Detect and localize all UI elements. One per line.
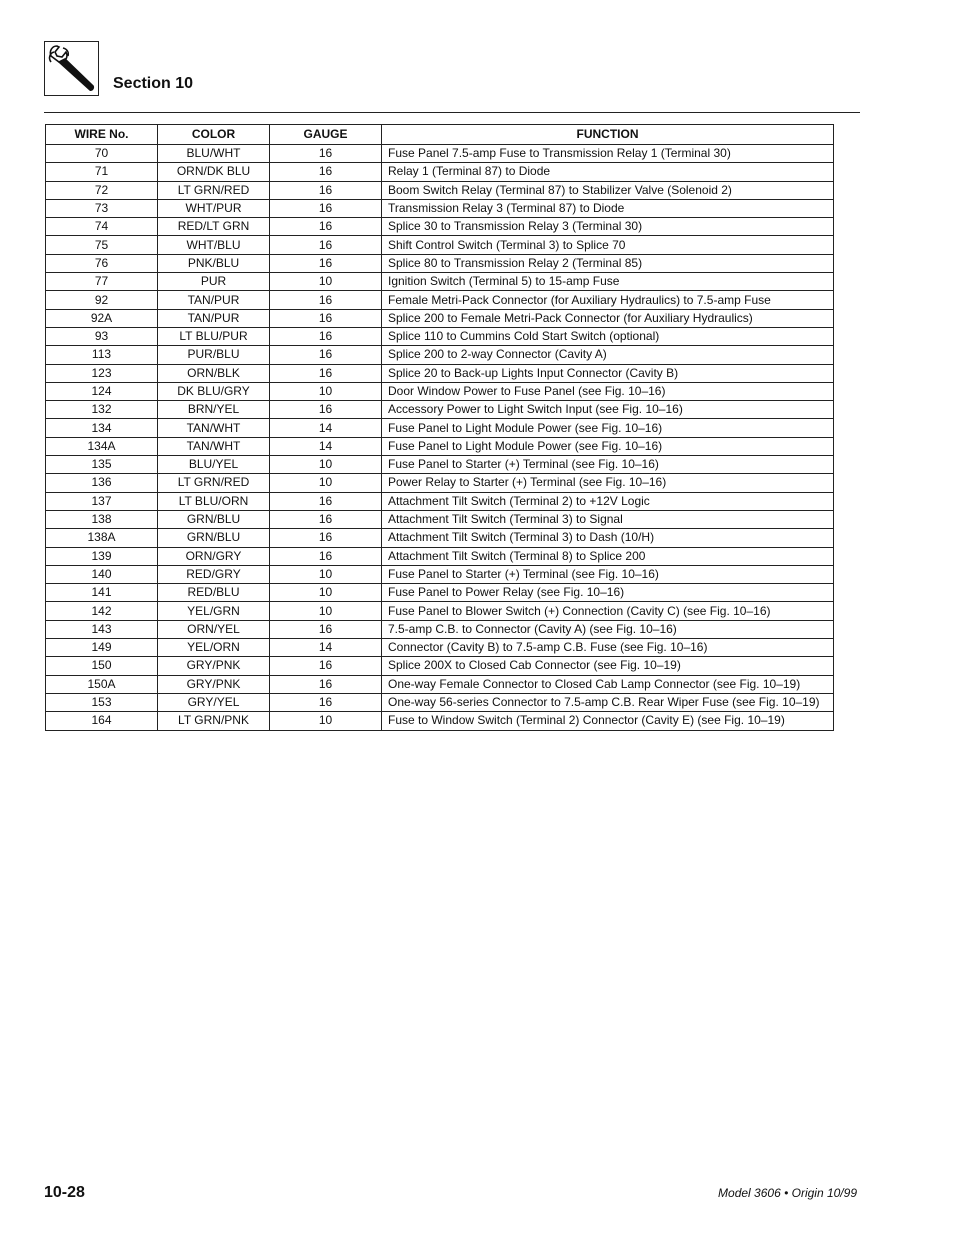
table-row — [46, 474, 834, 492]
color-cell: GRN/BLU — [158, 529, 270, 547]
gauge-cell: 16 — [270, 510, 382, 528]
function-cell: Shift Control Switch (Terminal 3) to Splice 70 — [382, 236, 834, 254]
gauge-cell: 10 — [270, 456, 382, 474]
function-cell: Fuse Panel to Starter (+) Terminal (see Fig. 10–16) — [382, 456, 834, 474]
color-cell: WHT/BLU — [158, 236, 270, 254]
gauge-cell: 10 — [270, 565, 382, 583]
function-cell: Fuse Panel to Starter (+) Terminal (see Fig. 10–16) — [382, 565, 834, 583]
wire-no-cell: 153 — [46, 693, 158, 711]
color-cell: DK BLU/GRY — [158, 382, 270, 400]
table-row — [46, 602, 834, 620]
function-cell: 7.5-amp C.B. to Connector (Cavity A) (see Fig. 10–16) — [382, 620, 834, 638]
wire-no-cell: 134 — [46, 419, 158, 437]
color-cell: BLU/WHT — [158, 145, 270, 163]
table-row — [46, 419, 834, 437]
color-cell: GRN/BLU — [158, 510, 270, 528]
color-cell: LT BLU/PUR — [158, 327, 270, 345]
wire-no-cell: 113 — [46, 346, 158, 364]
gauge-cell: 16 — [270, 693, 382, 711]
color-cell: WHT/PUR — [158, 199, 270, 217]
color-cell: ORN/YEL — [158, 620, 270, 638]
wire-no-cell: 74 — [46, 218, 158, 236]
gauge-cell: 14 — [270, 419, 382, 437]
color-cell: GRY/PNK — [158, 657, 270, 675]
color-cell: LT BLU/ORN — [158, 492, 270, 510]
table-row — [46, 181, 834, 199]
table-row — [46, 712, 834, 730]
gauge-cell: 16 — [270, 309, 382, 327]
footer-model-info: Model 3606 • Origin 10/99 — [718, 1186, 857, 1200]
gauge-cell: 14 — [270, 437, 382, 455]
color-cell: LT GRN/RED — [158, 181, 270, 199]
color-cell: PUR/BLU — [158, 346, 270, 364]
color-cell: GRY/PNK — [158, 675, 270, 693]
table-row — [46, 199, 834, 217]
color-cell: PNK/BLU — [158, 254, 270, 272]
function-cell: Splice 110 to Cummins Cold Start Switch (optional) — [382, 327, 834, 345]
wire-no-cell: 141 — [46, 584, 158, 602]
color-cell: TAN/WHT — [158, 437, 270, 455]
function-cell: Attachment Tilt Switch (Terminal 2) to +12V Logic — [382, 492, 834, 510]
table-row — [46, 584, 834, 602]
color-cell: YEL/ORN — [158, 639, 270, 657]
color-cell: RED/GRY — [158, 565, 270, 583]
gauge-cell: 16 — [270, 401, 382, 419]
table-row — [46, 565, 834, 583]
table-row — [46, 364, 834, 382]
function-cell: Splice 80 to Transmission Relay 2 (Terminal 85) — [382, 254, 834, 272]
table-row — [46, 492, 834, 510]
table-row — [46, 693, 834, 711]
column-header-color: COLOR — [158, 125, 270, 145]
wire-no-cell: 139 — [46, 547, 158, 565]
table-row — [46, 327, 834, 345]
wire-no-cell: 137 — [46, 492, 158, 510]
color-cell: BLU/YEL — [158, 456, 270, 474]
function-cell: Attachment Tilt Switch (Terminal 3) to Dash (10/H) — [382, 529, 834, 547]
gauge-cell: 16 — [270, 218, 382, 236]
table-row — [46, 657, 834, 675]
function-cell: Connector (Cavity B) to 7.5-amp C.B. Fuse (see Fig. 10–16) — [382, 639, 834, 657]
function-cell: Power Relay to Starter (+) Terminal (see Fig. 10–16) — [382, 474, 834, 492]
wire-no-cell: 77 — [46, 273, 158, 291]
wire-no-cell: 164 — [46, 712, 158, 730]
wire-no-cell: 134A — [46, 437, 158, 455]
wire-no-cell: 124 — [46, 382, 158, 400]
gauge-cell: 10 — [270, 474, 382, 492]
color-cell: ORN/GRY — [158, 547, 270, 565]
wire-no-cell: 92A — [46, 309, 158, 327]
gauge-cell: 16 — [270, 364, 382, 382]
function-cell: Fuse to Window Switch (Terminal 2) Connector (Cavity E) (see Fig. 10–19) — [382, 712, 834, 730]
section-title: Section 10 — [113, 75, 194, 92]
function-cell: Splice 200 to 2-way Connector (Cavity A) — [382, 346, 834, 364]
wire-no-cell: 138 — [46, 510, 158, 528]
function-cell: Fuse Panel to Power Relay (see Fig. 10–16) — [382, 584, 834, 602]
function-cell: Splice 30 to Transmission Relay 3 (Terminal 30) — [382, 218, 834, 236]
gauge-cell: 16 — [270, 254, 382, 272]
gauge-cell: 16 — [270, 346, 382, 364]
gauge-cell: 16 — [270, 291, 382, 309]
function-cell: Fuse Panel to Light Module Power (see Fig. 10–16) — [382, 437, 834, 455]
gauge-cell: 16 — [270, 675, 382, 693]
function-cell: Female Metri-Pack Connector (for Auxiliary Hydraulics) to 7.5-amp Fuse — [382, 291, 834, 309]
color-cell: TAN/PUR — [158, 309, 270, 327]
color-cell: GRY/YEL — [158, 693, 270, 711]
function-cell: Splice 200 to Female Metri-Pack Connector (for Auxiliary Hydraulics) — [382, 309, 834, 327]
table-row — [46, 163, 834, 181]
gauge-cell: 10 — [270, 273, 382, 291]
gauge-cell: 16 — [270, 547, 382, 565]
gauge-cell: 16 — [270, 620, 382, 638]
wire-no-cell: 76 — [46, 254, 158, 272]
color-cell: TAN/PUR — [158, 291, 270, 309]
color-cell: YEL/GRN — [158, 602, 270, 620]
gauge-cell: 10 — [270, 712, 382, 730]
wire-no-cell: 140 — [46, 565, 158, 583]
wire-no-cell: 142 — [46, 602, 158, 620]
gauge-cell: 16 — [270, 327, 382, 345]
color-cell: PUR — [158, 273, 270, 291]
table-row — [46, 309, 834, 327]
gauge-cell: 10 — [270, 602, 382, 620]
color-cell: LT GRN/RED — [158, 474, 270, 492]
table-row — [46, 145, 834, 163]
gauge-cell: 16 — [270, 236, 382, 254]
function-cell: Door Window Power to Fuse Panel (see Fig. 10–16) — [382, 382, 834, 400]
wire-no-cell: 123 — [46, 364, 158, 382]
page-number: 10-28 — [44, 1184, 85, 1201]
section-logo — [44, 41, 99, 96]
gauge-cell: 16 — [270, 163, 382, 181]
wire-no-cell: 70 — [46, 145, 158, 163]
table-body — [46, 145, 834, 731]
gauge-cell: 16 — [270, 492, 382, 510]
table-row — [46, 437, 834, 455]
function-cell: Accessory Power to Light Switch Input (see Fig. 10–16) — [382, 401, 834, 419]
gauge-cell: 14 — [270, 639, 382, 657]
wire-no-cell: 136 — [46, 474, 158, 492]
wire-table — [45, 124, 834, 731]
table-header-row — [46, 125, 834, 145]
wire-no-cell: 138A — [46, 529, 158, 547]
function-cell: Transmission Relay 3 (Terminal 87) to Diode — [382, 199, 834, 217]
wire-no-cell: 75 — [46, 236, 158, 254]
wire-no-cell: 150A — [46, 675, 158, 693]
wire-no-cell: 72 — [46, 181, 158, 199]
function-cell: Relay 1 (Terminal 87) to Diode — [382, 163, 834, 181]
table-row — [46, 346, 834, 364]
wire-no-cell: 71 — [46, 163, 158, 181]
column-header-gauge: GAUGE — [270, 125, 382, 145]
column-header-wire-no: WIRE No. — [46, 125, 158, 145]
table-row — [46, 273, 834, 291]
color-cell: ORN/DK BLU — [158, 163, 270, 181]
wire-no-cell: 73 — [46, 199, 158, 217]
table-row — [46, 401, 834, 419]
function-cell: Splice 20 to Back-up Lights Input Connector (Cavity B) — [382, 364, 834, 382]
color-cell: ORN/BLK — [158, 364, 270, 382]
wire-no-cell: 92 — [46, 291, 158, 309]
table-row — [46, 639, 834, 657]
table-row — [46, 529, 834, 547]
table-row — [46, 510, 834, 528]
function-cell: Splice 200X to Closed Cab Connector (see Fig. 10–19) — [382, 657, 834, 675]
wire-no-cell: 93 — [46, 327, 158, 345]
gauge-cell: 16 — [270, 181, 382, 199]
color-cell: LT GRN/PNK — [158, 712, 270, 730]
function-cell: Attachment Tilt Switch (Terminal 8) to Splice 200 — [382, 547, 834, 565]
wire-no-cell: 143 — [46, 620, 158, 638]
gauge-cell: 16 — [270, 145, 382, 163]
table-row — [46, 236, 834, 254]
gauge-cell: 16 — [270, 657, 382, 675]
wire-no-cell: 135 — [46, 456, 158, 474]
function-cell: One-way Female Connector to Closed Cab Lamp Connector (see Fig. 10–19) — [382, 675, 834, 693]
function-cell: Fuse Panel to Blower Switch (+) Connection (Cavity C) (see Fig. 10–16) — [382, 602, 834, 620]
wire-no-cell: 150 — [46, 657, 158, 675]
table-row — [46, 547, 834, 565]
header-divider — [44, 112, 860, 113]
function-cell: Ignition Switch (Terminal 5) to 15-amp Fuse — [382, 273, 834, 291]
table-row — [46, 675, 834, 693]
function-cell: Fuse Panel to Light Module Power (see Fig. 10–16) — [382, 419, 834, 437]
function-cell: One-way 56-series Connector to 7.5-amp C.B. Rear Wiper Fuse (see Fig. 10–19) — [382, 693, 834, 711]
table-row — [46, 456, 834, 474]
table-row — [46, 291, 834, 309]
color-cell: BRN/YEL — [158, 401, 270, 419]
wrench-icon — [45, 42, 98, 95]
table-row — [46, 620, 834, 638]
gauge-cell: 10 — [270, 584, 382, 602]
table-row — [46, 382, 834, 400]
wire-no-cell: 132 — [46, 401, 158, 419]
function-cell: Boom Switch Relay (Terminal 87) to Stabilizer Valve (Solenoid 2) — [382, 181, 834, 199]
color-cell: TAN/WHT — [158, 419, 270, 437]
gauge-cell: 16 — [270, 529, 382, 547]
function-cell: Fuse Panel 7.5-amp Fuse to Transmission Relay 1 (Terminal 30) — [382, 145, 834, 163]
color-cell: RED/BLU — [158, 584, 270, 602]
gauge-cell: 10 — [270, 382, 382, 400]
table-row — [46, 254, 834, 272]
column-header-function: FUNCTION — [382, 125, 834, 145]
color-cell: RED/LT GRN — [158, 218, 270, 236]
function-cell: Attachment Tilt Switch (Terminal 3) to Signal — [382, 510, 834, 528]
wire-no-cell: 149 — [46, 639, 158, 657]
gauge-cell: 16 — [270, 199, 382, 217]
table-row — [46, 218, 834, 236]
